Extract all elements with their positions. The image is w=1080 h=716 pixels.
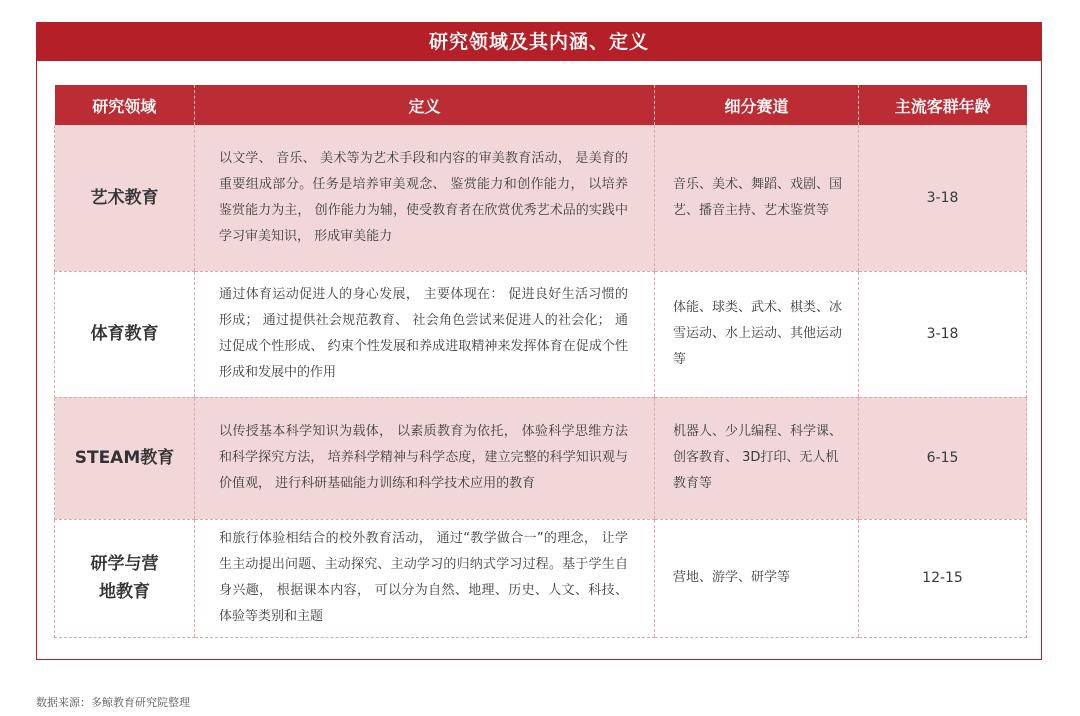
table-title: 研究领域及其内涵、定义: [37, 23, 1041, 61]
header-age: 主流客群年龄: [859, 85, 1027, 125]
row-age: 3-18: [859, 271, 1027, 397]
row-age: 6-15: [859, 397, 1027, 519]
row-definition: 通过体育运动促进人的身心发展， 主要体现在： 促进良好生活习惯的形成； 通过提供社会规范教育、 社会角色尝试来促进人的社会化； 通过促成个性形成、 约束个性发展和养成进取精神来发挥体育在促成个性形成和发展中的作用: [195, 271, 655, 397]
table-row: [55, 397, 1027, 519]
row-field: STEAM教育: [55, 397, 195, 519]
header-definition: 定义: [195, 85, 655, 125]
row-segments: 体能、球类、武术、棋类、冰雪运动、水上运动、其他运动等: [655, 271, 859, 397]
row-definition: 以传授基本科学知识为载体， 以素质教育为依托， 体验科学思维方法和科学探究方法， 培养科学精神与科学态度，建立完整的科学知识观与价值观， 进行科研基础能力训练和科学技术应用的教育: [195, 397, 655, 519]
research-field-table: [54, 85, 1027, 638]
row-age: 12-15: [859, 519, 1027, 637]
row-field: 体育教育: [55, 271, 195, 397]
row-field: 艺术教育: [55, 125, 195, 271]
row-age: 3-18: [859, 125, 1027, 271]
data-source-note: 数据来源：多鲸教育研究院整理: [36, 696, 190, 709]
row-definition: 以文学、 音乐、 美术等为艺术手段和内容的审美教育活动， 是美育的重要组成部分。任务是培养审美观念、 鉴赏能力和创作能力， 以培养鉴赏能力为主， 创作能力为辅，使受教育者在欣赏优秀艺术品的实践中学习审美知识， 形成审美能力: [195, 125, 655, 271]
table-row: [55, 125, 1027, 271]
header-field: 研究领域: [55, 85, 195, 125]
table-frame: [36, 22, 1042, 660]
row-definition: 和旅行体验相结合的校外教育活动， 通过“教学做合一”的理念， 让学生主动提出问题、主动探究、主动学习的归纳式学习过程。基于学生自身兴趣， 根据课本内容， 可以分为自然、地理、历史、人文、科技、体验等类别和主题: [195, 519, 655, 637]
row-segments: 音乐、美术、舞蹈、戏剧、国艺、播音主持、艺术鉴赏等: [655, 125, 859, 271]
row-field: 研学与营地教育: [55, 519, 195, 637]
header-segments: 细分赛道: [655, 85, 859, 125]
table-row: [55, 519, 1027, 637]
row-segments: 营地、游学、研学等: [655, 519, 859, 637]
row-segments: 机器人、少儿编程、科学课、 创客教育、 3D打印、无人机教育等: [655, 397, 859, 519]
header-row: [55, 85, 1027, 125]
table-row: [55, 271, 1027, 397]
